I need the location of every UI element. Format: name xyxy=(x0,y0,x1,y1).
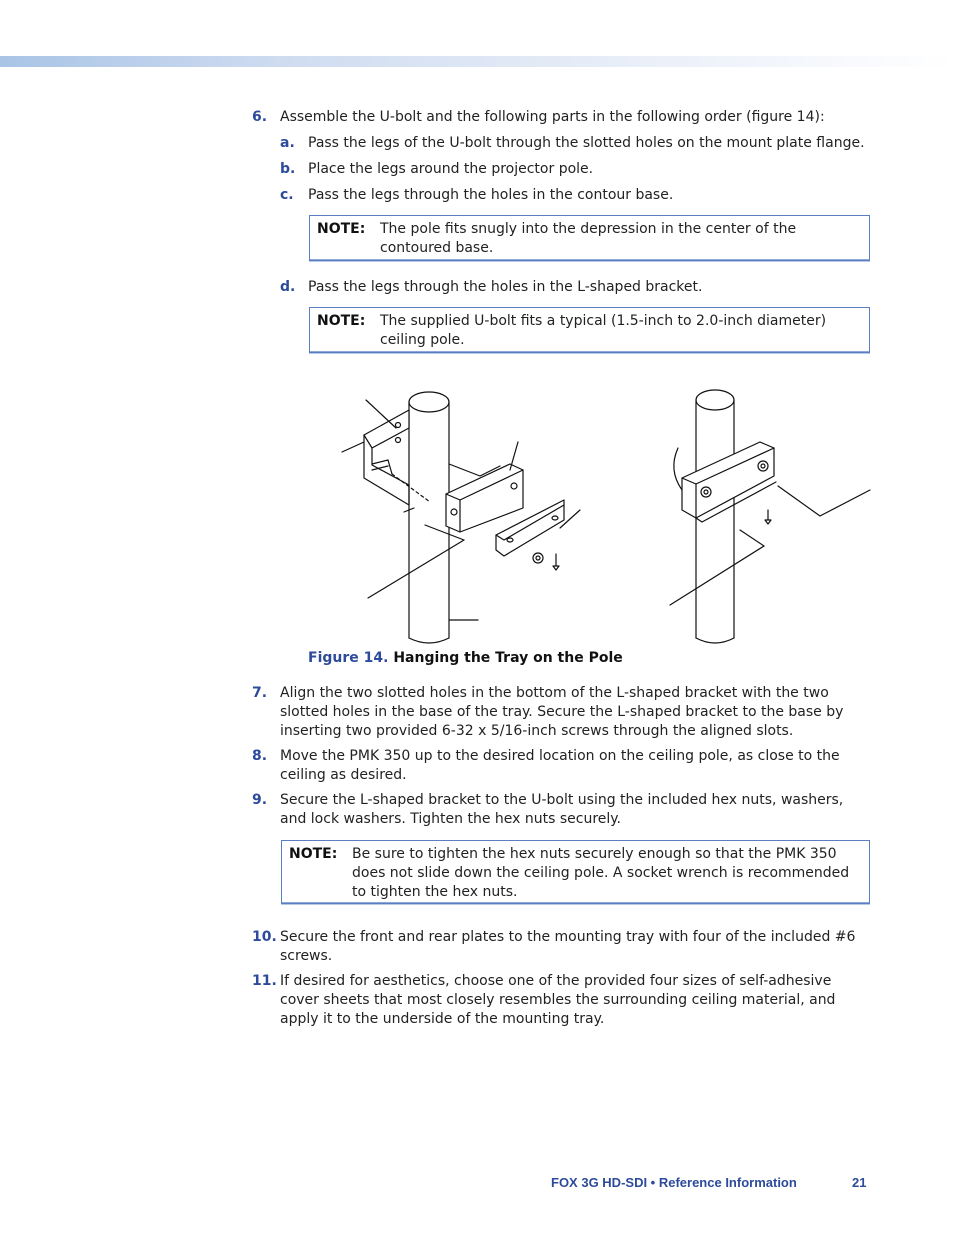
substep-text: Pass the legs through the holes in the L-shaped bracket. xyxy=(308,279,703,295)
note-box-pole xyxy=(309,215,870,261)
step-7 xyxy=(252,684,868,741)
step-8 xyxy=(252,747,868,785)
substep-letter: b. xyxy=(280,161,296,177)
footer-doc-title: FOX 3G HD-SDI • Reference Information xyxy=(551,1175,797,1190)
step-number: 10. xyxy=(252,929,277,945)
step-number: 6. xyxy=(252,109,268,125)
step-text: Secure the L-shaped bracket to the U-bolt using the included hex nuts, washers, and lock washers. Tighten the hex nuts securely. xyxy=(280,792,844,827)
substep-text: Pass the legs of the U-bolt through the slotted holes on the mount plate flange. xyxy=(308,135,865,151)
substep-c xyxy=(280,186,870,205)
note-text: Be sure to tighten the hex nuts securely enough so that the PMK 350 does not slide down the ceiling pole. A socket wrench is recommended to tighten the hex nuts. xyxy=(352,846,850,900)
figure-number: Figure 14. xyxy=(308,650,389,666)
substep-b xyxy=(280,160,870,179)
note-box-hex-nuts xyxy=(281,840,870,904)
step-10 xyxy=(252,928,868,966)
note-text: The supplied U-bolt fits a typical (1.5-inch to 2.0-inch diameter) ceiling pole. xyxy=(380,313,827,348)
note-box-ubolt xyxy=(309,307,870,353)
note-label: NOTE: xyxy=(317,221,366,237)
note-text: The pole fits snugly into the depression in the center of the contoured base. xyxy=(380,221,797,256)
step-11 xyxy=(252,972,868,1029)
step-text: Align the two slotted holes in the bottom of the L-shaped bracket with the two slotted holes in the base of the tray. Secure the L-shaped bracket to the base by inserting two provided 6-32 x 5/16-inch screws through the aligned slots. xyxy=(280,685,844,739)
step-9 xyxy=(252,791,868,829)
step-text: If desired for aesthetics, choose one of the provided four sizes of self-adhesive cover sheets that most closely resembles the surrounding ceiling material, and apply it to the underside of the mounting tray. xyxy=(280,973,836,1027)
header-gradient-bar xyxy=(0,56,954,67)
substep-d xyxy=(280,278,870,297)
step-6 xyxy=(252,108,868,127)
note-label: NOTE: xyxy=(289,846,338,862)
step-text: Secure the front and rear plates to the mounting tray with four of the included #6 screws. xyxy=(280,929,856,964)
substep-a xyxy=(280,134,870,153)
substep-text: Place the legs around the projector pole. xyxy=(308,161,594,177)
step-text: Move the PMK 350 up to the desired location on the ceiling pole, as close to the ceiling as desired. xyxy=(280,748,840,783)
figure-caption xyxy=(308,650,623,666)
note-label: NOTE: xyxy=(317,313,366,329)
tray-on-pole-illustration xyxy=(330,380,875,648)
step-text: Assemble the U-bolt and the following parts in the following order (figure 14): xyxy=(280,109,825,125)
step-number: 11. xyxy=(252,973,277,989)
substep-text: Pass the legs through the holes in the contour base. xyxy=(308,187,674,203)
step-number: 7. xyxy=(252,685,268,701)
footer-page-number: 21 xyxy=(852,1175,867,1190)
substep-letter: c. xyxy=(280,187,294,203)
substep-letter: d. xyxy=(280,279,296,295)
step-number: 9. xyxy=(252,792,268,808)
figure-title: Hanging the Tray on the Pole xyxy=(393,650,623,666)
substep-letter: a. xyxy=(280,135,295,151)
step-number: 8. xyxy=(252,748,268,764)
